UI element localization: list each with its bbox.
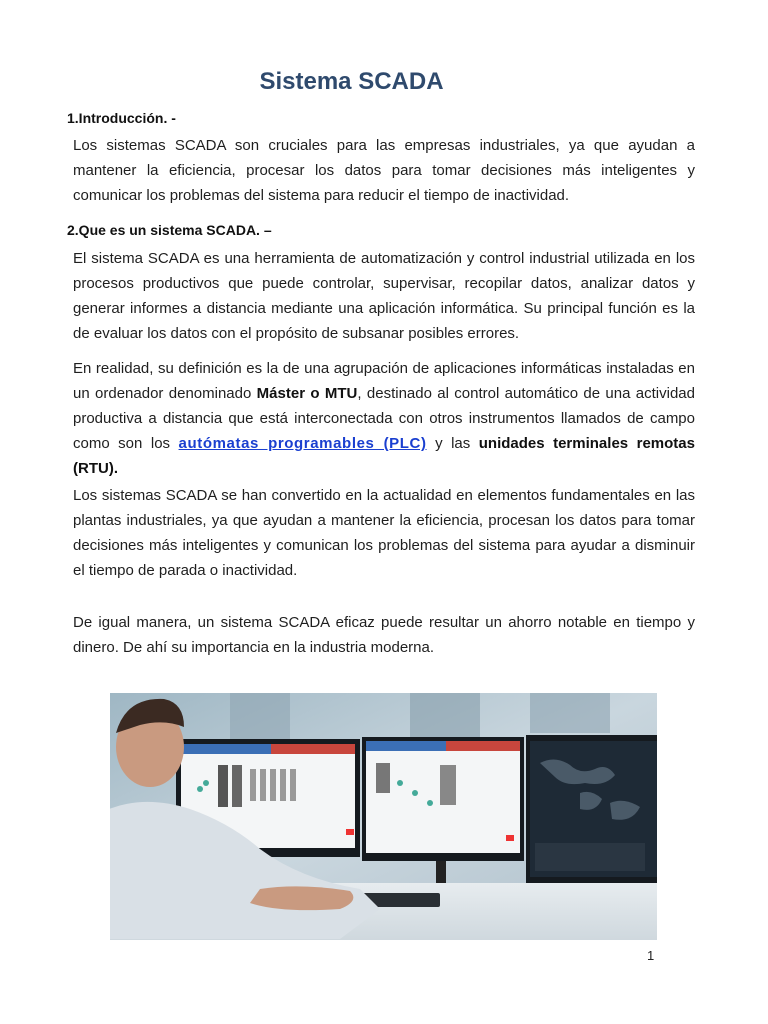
plc-link[interactable]: autómatas programables (PLC): [178, 435, 427, 452]
page-title: Sistema SCADA: [259, 68, 444, 95]
scada-operator-photo: [110, 693, 657, 940]
p2-text-b: , destinado al control automático de una actividad productiva a distancia que está interconectada con otros instrumentos llamados de campo como son los: [73, 385, 695, 452]
what-paragraph-4: De igual manera, un sistema SCADA eficaz puede resultar un ahorro notable en tiempo y dinero. De ahí su importancia en la industria moderna.: [73, 614, 695, 656]
page-number: 1: [647, 948, 655, 963]
what-paragraph-1: El sistema SCADA es una herramienta de automatización y control industrial utilizada en los procesos productivos que puede controlar, supervisar, recopilar datos, analizar datos y generar informes a distancia mediante una aplicación informática. Su principal función es la de evaluar los datos con el propósito de subsanar posibles errores.: [73, 250, 695, 342]
what-paragraph-2: [73, 356, 695, 481]
p2-text-a: En realidad, su definición es la de una agrupación de aplicaciones informáticas instaladas en un ordenador denominado: [73, 360, 695, 402]
rtu-term: unidades terminales remotas (RTU).: [73, 435, 695, 477]
section-heading-intro: 1.Introducción. -: [67, 110, 176, 126]
intro-paragraph: Los sistemas SCADA son cruciales para las empresas industriales, ya que ayudan a mantener la eficiencia, procesar los datos para tomar decisiones más inteligentes y comunicar los problemas del sistema para reducir el tiempo de inactividad.: [73, 137, 695, 204]
section-heading-what: 2.Que es un sistema SCADA. –: [67, 222, 272, 238]
what-paragraph-3: Los sistemas SCADA se han convertido en la actualidad en elementos fundamentales en las plantas industriales, ya que ayudan a mantener la eficiencia, procesan los datos para tomar decisiones más inteligentes y comunican los problemas del sistema para ayudar a disminuir el tiempo de parada o inactividad.: [73, 487, 695, 579]
p2-text-c: y las: [426, 435, 479, 452]
mtu-term: Máster o MTU: [256, 385, 358, 402]
